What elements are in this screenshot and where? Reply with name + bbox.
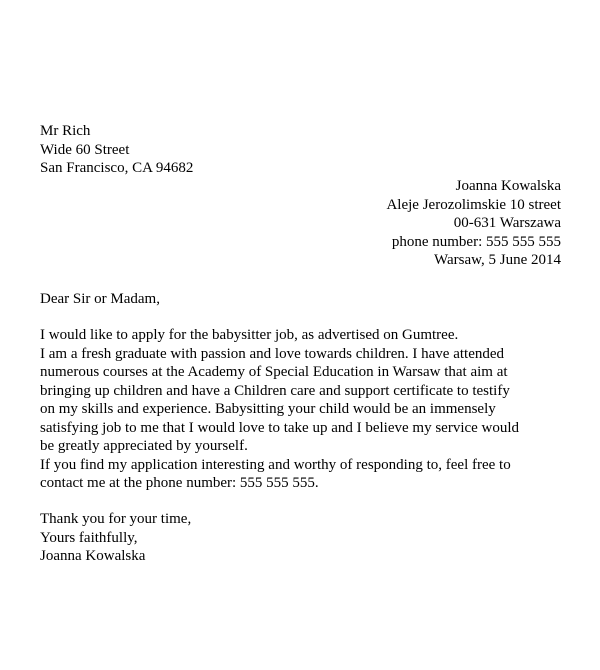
recipient-street: Wide 60 Street	[40, 141, 130, 158]
body-line: satisfying job to me that I would love to take up and I believe my service would	[40, 419, 520, 436]
body-line: I am a fresh graduate with passion and love towards children. I have attended	[40, 345, 505, 362]
closing-signature	[40, 510, 565, 566]
sender-name: Joanna Kowalska	[455, 178, 561, 194]
closing-thanks: Thank you for your time,	[40, 511, 192, 527]
recipient-city: San Francisco, CA 94682	[40, 160, 194, 176]
body-line: bringing up children and have a Children care and support certificate to testify	[40, 382, 510, 399]
sender-street: Aleje Jerozolimskie 10 street	[386, 196, 561, 213]
sender-postcode-city: 00-631 Warszawa	[453, 215, 561, 231]
body-line: I would like to apply for the babysitter job, as advertised on Gumtree.	[40, 327, 459, 343]
signature-name: Joanna Kowalska	[40, 548, 146, 564]
body-line: contact me at the phone number: 555 555 555.	[40, 475, 319, 491]
letter-date: Warsaw, 5 June 2014	[434, 252, 561, 268]
recipient-name: Mr Rich	[40, 123, 91, 139]
body-line: on my skills and experience. Babysitting your child would be an immensely	[40, 401, 496, 417]
recipient-address	[40, 122, 565, 178]
salutation-text: Dear Sir or Madam,	[40, 291, 160, 307]
closing-valediction: Yours faithfully,	[40, 529, 138, 546]
body-line: numerous courses at the Academy of Special Education in Warsaw that aim at	[40, 364, 508, 380]
sender-phone: phone number: 555 555 555	[391, 233, 561, 250]
body-line: If you find my application interesting and worthy of responding to, feel free to	[40, 456, 511, 473]
letter-body	[40, 326, 565, 493]
salutation	[40, 290, 565, 309]
body-line: be greatly appreciated by yourself.	[40, 438, 248, 454]
sender-address	[300, 177, 561, 270]
